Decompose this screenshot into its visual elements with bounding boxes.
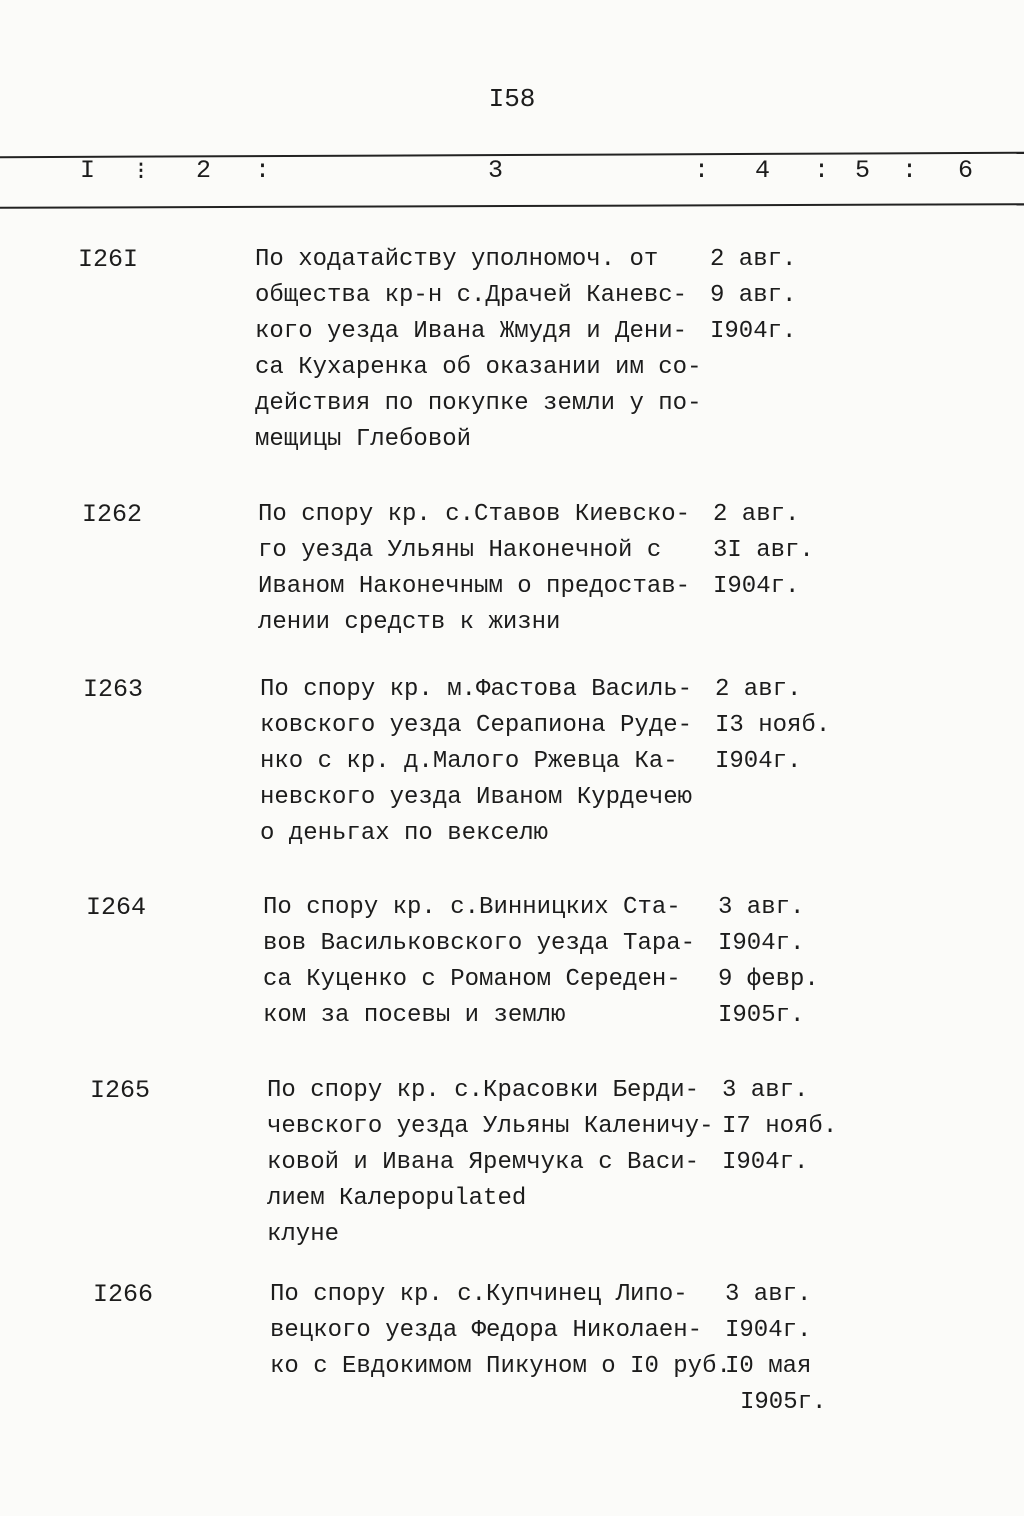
column-separator: : (255, 156, 271, 185)
record-description: ковского уезда Серапиона Руде- (260, 712, 693, 739)
record-date: I904г. (710, 318, 797, 345)
record-date: 3 авг. (722, 1077, 809, 1104)
column-header-4: 4 (755, 156, 771, 185)
record-description: са Куценко с Романом Середен- (263, 966, 681, 993)
record-line (260, 708, 830, 744)
record-line (263, 890, 819, 926)
page-number: I58 (488, 84, 536, 114)
record-date: 9 февр. (718, 966, 819, 993)
record-description: лием Калеpopulated (267, 1185, 527, 1212)
record-description: общества кр-н с.Драчей Каневс- (255, 282, 688, 309)
record-line (267, 1181, 837, 1217)
record-description: По спору кр. с.Красовки Берди- (267, 1077, 700, 1104)
record-description: вов Васильковского уезда Тара- (263, 930, 696, 957)
record-number: I26I (78, 245, 139, 274)
record-date: I904г. (713, 573, 800, 600)
record-date: 2 авг. (713, 501, 800, 528)
record-line (270, 1349, 826, 1385)
column-header-5: 5 (855, 156, 871, 185)
record-description: невского уезда Иваном Курдечею (260, 784, 693, 811)
record-line (267, 1145, 837, 1181)
column-separator: : (814, 156, 830, 185)
record-line (255, 314, 796, 350)
record-entry (270, 1277, 826, 1421)
record-line (267, 1073, 837, 1109)
record-description: кого уезда Ивана Жмудя и Дени- (255, 318, 688, 345)
record-date: 3I авг. (713, 537, 814, 564)
header-rule-top (0, 152, 1024, 158)
record-number: I266 (93, 1280, 154, 1309)
record-line (263, 926, 819, 962)
record-date: I7 нояб. (722, 1113, 838, 1140)
record-description: По спору кр. с.Ставов Киевско- (258, 501, 691, 528)
record-description: По спору кр. м.Фастова Василь- (260, 676, 693, 703)
column-separator: : (902, 156, 918, 185)
header-rule-bottom (0, 203, 1024, 209)
record-line (255, 278, 796, 314)
column-separator: : (694, 156, 710, 185)
record-line (270, 1313, 826, 1349)
record-description: клуне (267, 1221, 340, 1248)
record-number: I264 (86, 893, 147, 922)
column-separator: ⁝ (137, 158, 145, 187)
record-line (270, 1385, 826, 1421)
record-description: са Кухаренка об оказании им со- (255, 354, 702, 381)
record-date: 2 авг. (715, 676, 802, 703)
column-header-1: I (80, 156, 96, 185)
record-line (260, 672, 830, 708)
record-description: вецкого уезда Федора Николаен- (270, 1317, 703, 1344)
record-date: I904г. (722, 1149, 809, 1176)
record-entry (263, 890, 819, 1034)
record-date: I904г. (715, 748, 802, 775)
record-line (260, 744, 830, 780)
record-date: 3 авг. (718, 894, 805, 921)
record-description: По ходатайству уполномоч. от (255, 246, 659, 273)
record-line (255, 350, 796, 386)
column-header-2: 2 (196, 156, 212, 185)
record-line (267, 1109, 837, 1145)
record-description: ковой и Ивана Яремчука с Васи- (267, 1149, 700, 1176)
record-description: лении средств к жизни (258, 609, 561, 636)
record-description: По спору кр. с.Купчинец Липо- (270, 1281, 688, 1308)
record-description: го уезда Ульяны Наконечной с (258, 537, 662, 564)
record-date: 3 авг. (725, 1281, 812, 1308)
record-entry (255, 242, 796, 458)
record-line (255, 242, 796, 278)
record-number: I265 (90, 1076, 151, 1105)
record-number: I263 (83, 675, 144, 704)
record-date: 9 авг. (710, 282, 797, 309)
record-line (260, 780, 830, 816)
record-line (258, 497, 814, 533)
record-date: I905г. (740, 1389, 827, 1416)
record-line (255, 422, 796, 458)
record-description: ком за посевы и землю (263, 1002, 566, 1029)
record-line (255, 386, 796, 422)
record-date: I3 нояб. (715, 712, 831, 739)
record-date: I904г. (725, 1317, 812, 1344)
record-line (270, 1277, 826, 1313)
record-description: чевского уезда Ульяны Каленичу- (267, 1113, 714, 1140)
record-line (258, 569, 814, 605)
column-header-3: 3 (488, 156, 504, 185)
record-number: I262 (82, 500, 143, 529)
record-date: I0 мая (725, 1353, 812, 1380)
record-line (267, 1217, 837, 1253)
record-entry (267, 1073, 837, 1253)
record-date: I905г. (718, 1002, 805, 1029)
record-date: 2 авг. (710, 246, 797, 273)
record-line (258, 605, 814, 641)
record-line (258, 533, 814, 569)
column-header-6: 6 (958, 156, 974, 185)
record-description: нко с кр. д.Малого Ржевца Ка- (260, 748, 678, 775)
record-description: о деньгах по векселю (260, 820, 549, 847)
record-description: ко с Евдокимом Пикуном о I0 руб. (270, 1353, 731, 1380)
record-entry (258, 497, 814, 641)
record-description: Иваном Наконечным о предостав- (258, 573, 691, 600)
record-description: По спору кр. с.Винницких Ста- (263, 894, 681, 921)
record-line (263, 998, 819, 1034)
record-entry (260, 672, 830, 852)
record-line (263, 962, 819, 998)
record-line (260, 816, 830, 852)
record-description: действия по покупке земли у по- (255, 390, 702, 417)
record-description (270, 1385, 740, 1421)
record-date: I904г. (718, 930, 805, 957)
record-description: мещицы Глебовой (255, 426, 472, 453)
